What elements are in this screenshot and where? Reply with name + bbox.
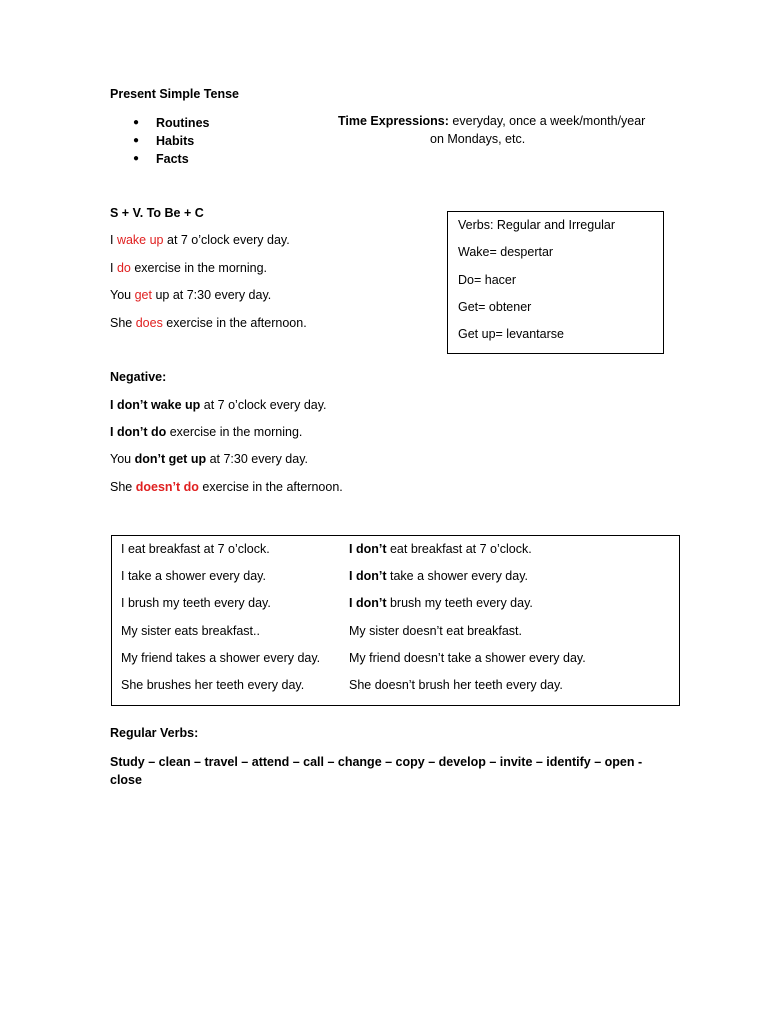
negative-cell: My sister doesn’t eat breakfast. <box>349 624 522 638</box>
negative-sentence: She doesn’t do exercise in the afternoon. <box>110 480 343 494</box>
example-sentence: She does exercise in the afternoon. <box>110 316 307 330</box>
highlighted-verb: get <box>134 288 152 302</box>
verb-translation: Wake= despertar <box>458 245 554 259</box>
list-item: ● Facts <box>133 152 189 166</box>
negative-cell: I don’t eat breakfast at 7 o’clock. <box>349 542 532 556</box>
bullet-icon: ● <box>133 153 140 164</box>
list-item: ● Habits <box>133 134 195 148</box>
verb-translation: Do= hacer <box>458 273 517 287</box>
regular-verbs-heading: Regular Verbs: <box>110 726 199 740</box>
affirmative-cell: My sister eats breakfast.. <box>121 624 260 638</box>
list-item: ● Routines <box>133 116 210 130</box>
bullet-icon: ● <box>133 117 140 128</box>
negative-sentence: I don’t wake up at 7 o’clock every day. <box>110 398 327 412</box>
negative-cell: I don’t brush my teeth every day. <box>349 596 533 610</box>
regular-verbs-list: Study – clean – travel – attend – call – change – copy – develop – invite – identify – open -close <box>110 755 643 787</box>
example-sentence: I do exercise in the morning. <box>110 261 268 275</box>
negative-cell: My friend doesn’t take a shower every day. <box>349 651 586 665</box>
formula: S + V. To Be + C <box>110 206 204 220</box>
uses-list <box>133 114 209 168</box>
affirmative-cell: I eat breakfast at 7 o’clock. <box>121 542 270 556</box>
negative-heading: Negative: <box>110 370 167 384</box>
negative-cell: I don’t take a shower every day. <box>349 569 529 583</box>
highlighted-verb: does <box>135 316 163 330</box>
verbs-box <box>447 211 664 354</box>
negative-cell: She doesn’t brush her teeth every day. <box>349 678 563 692</box>
verb-translation: Get= obtener <box>458 300 532 314</box>
bullet-icon: ● <box>133 135 140 146</box>
affirmative-cell: She brushes her teeth every day. <box>121 678 305 692</box>
affirmative-cell: My friend takes a shower every day. <box>121 651 321 665</box>
affirmative-cell: I take a shower every day. <box>121 569 266 583</box>
time-expressions-line1: Time Expressions: everyday, once a week/month/year <box>338 114 646 128</box>
highlighted-verb: doesn’t do <box>135 480 199 494</box>
example-sentence: I wake up at 7 o’clock every day. <box>110 233 290 247</box>
example-sentence: You get up at 7:30 every day. <box>110 288 272 302</box>
time-expressions-label: Time Expressions: <box>338 114 449 128</box>
negative-sentence: I don’t do exercise in the morning. <box>110 425 303 439</box>
highlighted-verb: do <box>116 261 131 275</box>
comparison-table <box>111 535 680 706</box>
time-expressions-line2: on Mondays, etc. <box>430 132 526 146</box>
negative-sentence: You don’t get up at 7:30 every day. <box>110 452 309 466</box>
verbs-box-heading: Verbs: Regular and Irregular <box>458 218 616 232</box>
page-title: Present Simple Tense <box>110 87 239 101</box>
highlighted-verb: wake up <box>116 233 164 247</box>
verb-translation: Get up= levantarse <box>458 327 564 341</box>
affirmative-cell: I brush my teeth every day. <box>121 596 271 610</box>
